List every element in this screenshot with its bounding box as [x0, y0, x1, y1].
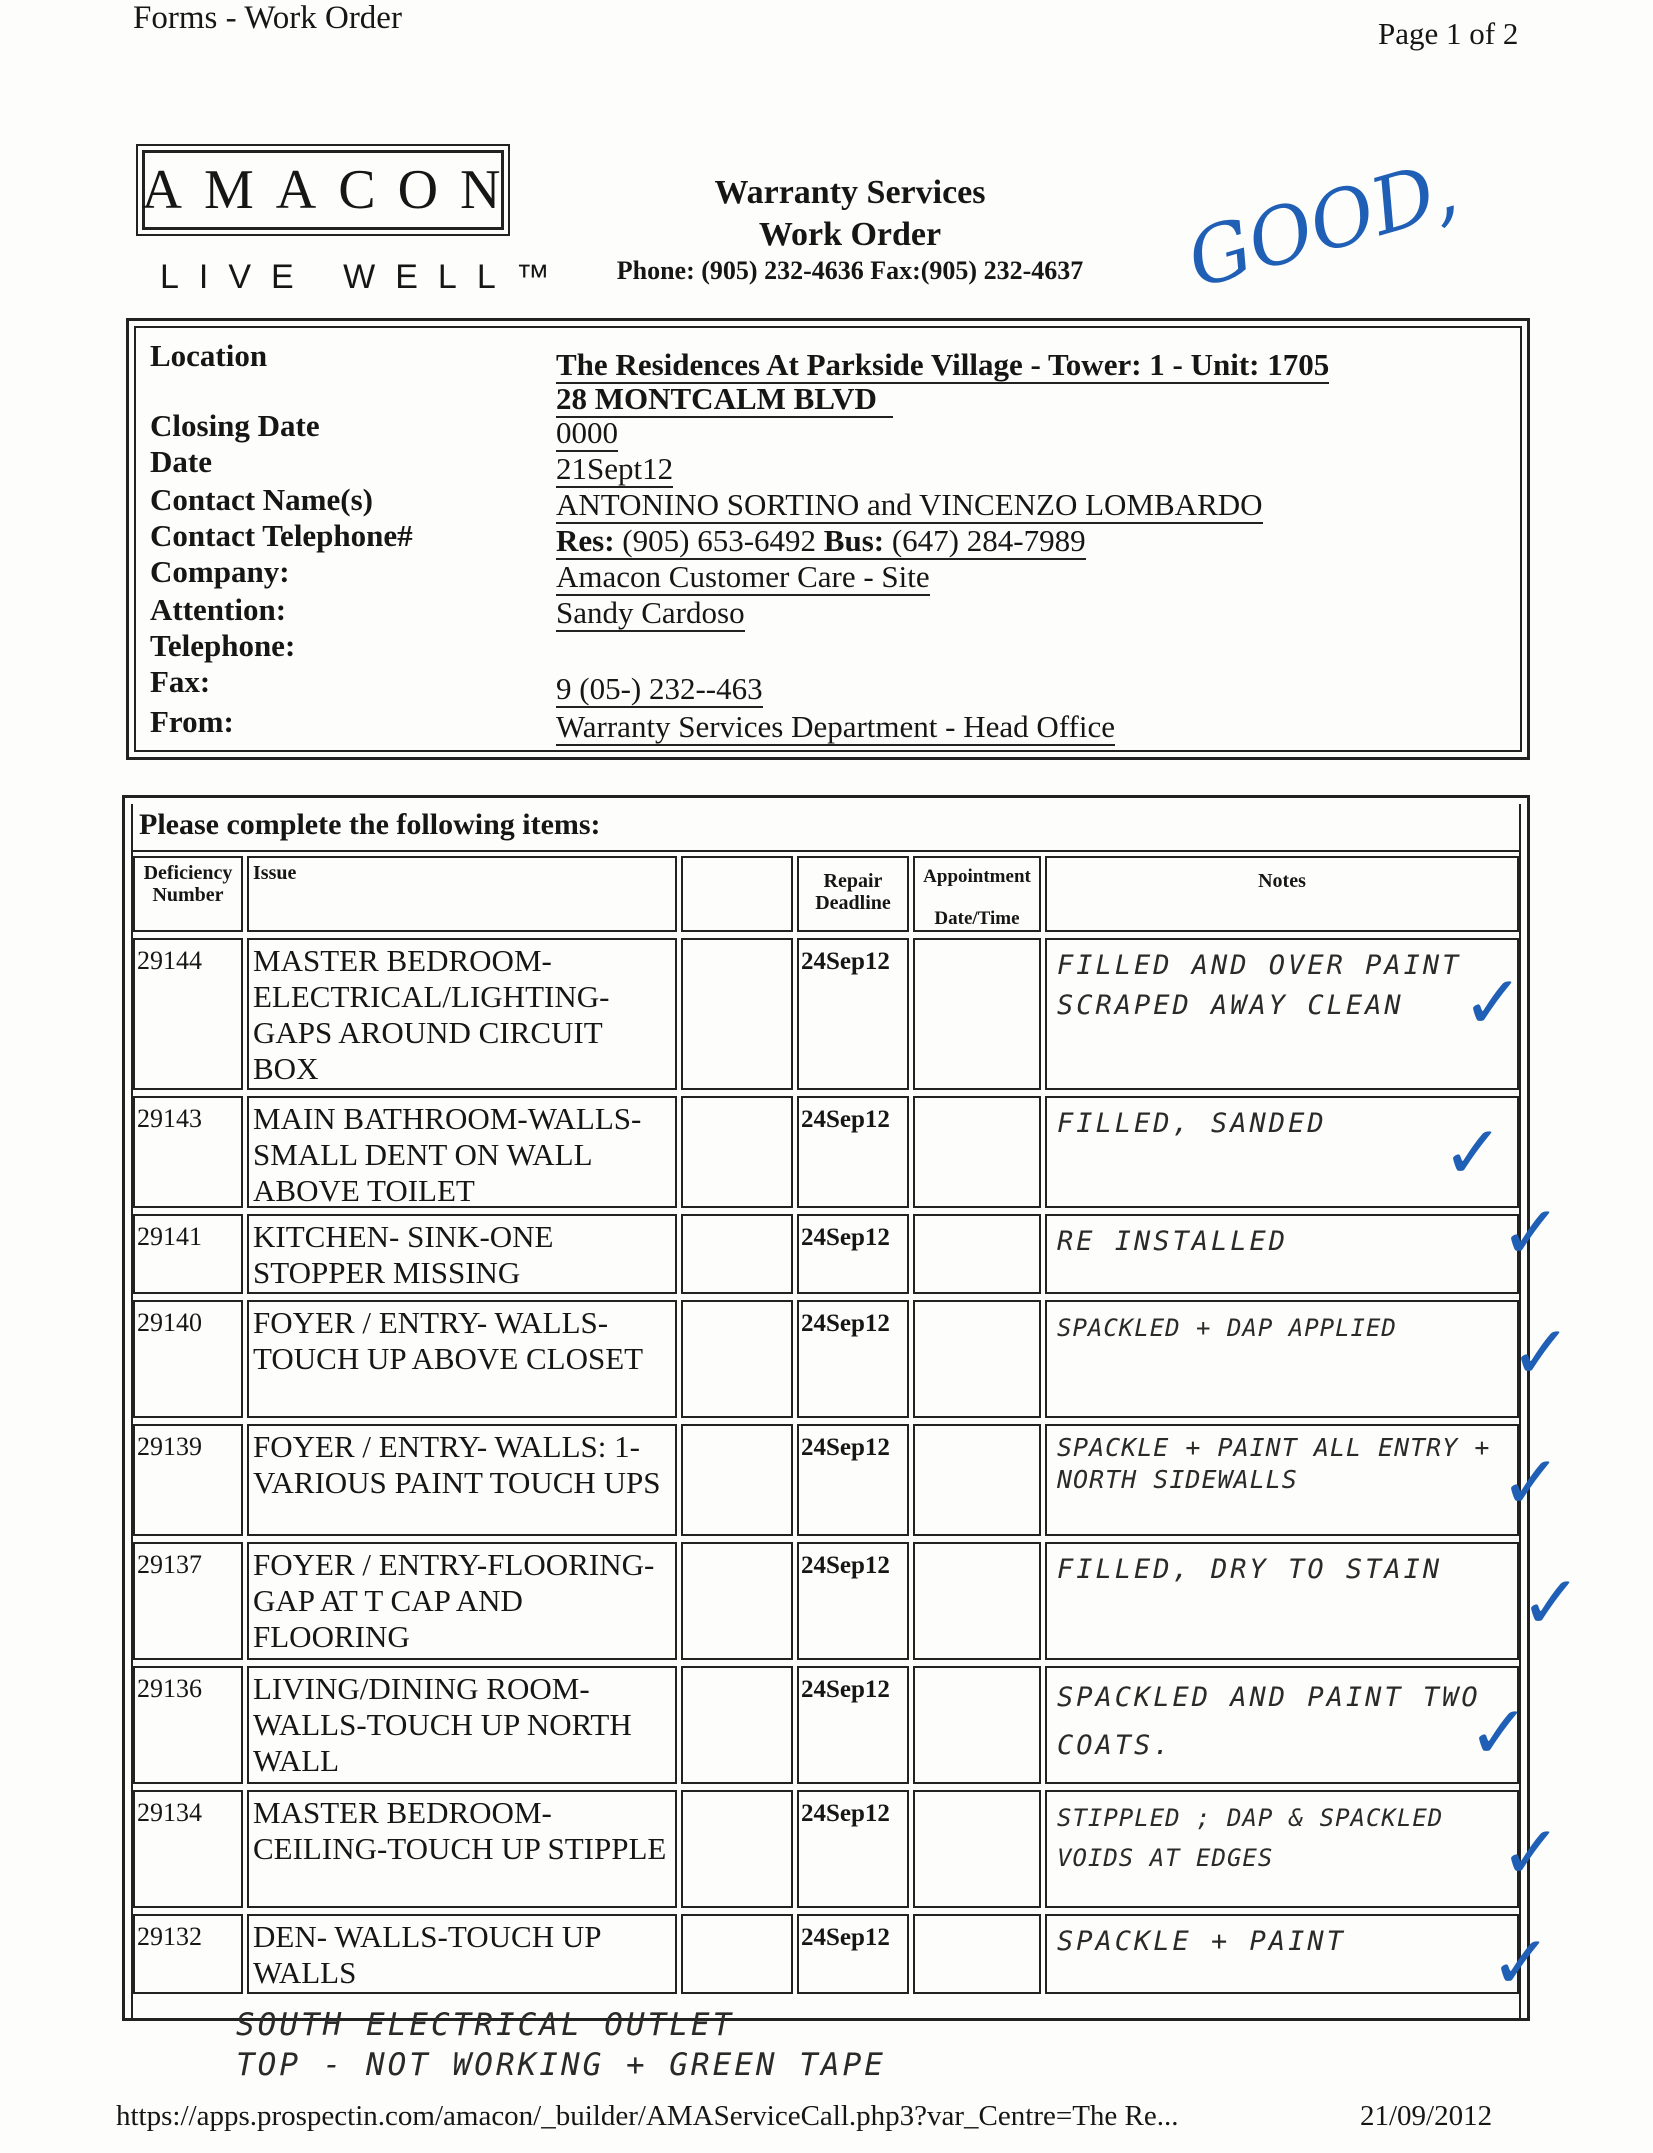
note-text: SPACKLE + PAINT [1045, 1914, 1519, 1994]
bottom-note-line2: TOP - NOT WORKING + GREEN TAPE [236, 2047, 886, 2083]
note-text: SPACKLED + DAP APPLIED [1045, 1300, 1519, 1418]
page-header-title: Forms - Work Order [133, 0, 402, 36]
from-label: From: [150, 704, 234, 739]
blank-cell [681, 1542, 793, 1660]
check-mark-icon: ✓ [1500, 1810, 1563, 1896]
page-number: Page 1 of 2 [1378, 16, 1519, 51]
issue-text: MAIN BATHROOM-WALLS-SMALL DENT ON WALL ABOVE TOILET [247, 1096, 677, 1208]
footer-url: https://apps.prospectin.com/amacon/_builder/AMAServiceCall.php3?var_Centre=The Re... [116, 2100, 1179, 2132]
header-appointment-label: Appointment [923, 866, 1031, 887]
repair-deadline: 24Sep12 [797, 1790, 909, 1908]
closing-date-value: 0000 [556, 415, 618, 450]
form-title-line1: Warranty Services [714, 174, 986, 211]
deficiency-number: 29144 [133, 938, 243, 1090]
header-notes: Notes [1045, 856, 1519, 932]
note-text: STIPPLED ; DAP & SPACKLED VOIDS AT EDGES [1045, 1790, 1519, 1908]
appointment-cell [913, 1300, 1041, 1418]
issue-text: FOYER / ENTRY- WALLS: 1-VARIOUS PAINT TOUCH UPS [247, 1424, 677, 1536]
header-deficiency-number: Deficiency Number [133, 856, 243, 932]
blank-cell [681, 1790, 793, 1908]
issue-text: DEN- WALLS-TOUCH UP WALLS [247, 1914, 677, 1994]
location-value: The Residences At Parkside Village - Tower: 1 - Unit: 1705 [556, 347, 1330, 382]
repair-deadline: 24Sep12 [797, 1300, 909, 1418]
appointment-cell [913, 1096, 1041, 1208]
check-mark-icon: ✓ [1462, 960, 1525, 1046]
appointment-cell [913, 938, 1041, 1090]
check-mark-icon: ✓ [1468, 1690, 1531, 1776]
deficiency-number: 29140 [133, 1300, 243, 1418]
form-phone: Phone: (905) 232-4636 Fax:(905) 232-4637 [616, 256, 1084, 285]
repair-deadline: 24Sep12 [797, 1214, 909, 1294]
header-appointment-sub: Date/Time [934, 908, 1020, 929]
bus-phone: (647) 284-7989 [891, 523, 1086, 558]
check-mark-icon: ✓ [1500, 1440, 1563, 1526]
telephone-label: Telephone: [150, 628, 296, 663]
note-text: FILLED, SANDED [1045, 1096, 1519, 1208]
res-phone: (905) 653-6492 [622, 523, 817, 558]
repair-deadline: 24Sep12 [797, 1666, 909, 1784]
bottom-note-line1: SOUTH ELECTRICAL OUTLET [236, 2007, 735, 2043]
handwritten-bottom-note [236, 2005, 886, 2085]
blank-cell [681, 1666, 793, 1784]
handwritten-approval: GOOD, [1177, 143, 1467, 307]
appointment-cell [913, 1790, 1041, 1908]
note-text: SPACKLE + PAINT ALL ENTRY + NORTH SIDEWALLS [1045, 1424, 1519, 1536]
check-mark-icon: ✓ [1500, 1190, 1563, 1276]
repair-deadline: 24Sep12 [797, 1914, 909, 1994]
bus-label: Bus: [823, 523, 885, 558]
appointment-cell [913, 1542, 1041, 1660]
issue-text: KITCHEN- SINK-ONE STOPPER MISSING [247, 1214, 677, 1294]
appointment-cell [913, 1914, 1041, 1994]
repair-deadline: 24Sep12 [797, 1424, 909, 1536]
repair-deadline: 24Sep12 [797, 938, 909, 1090]
address-value: 28 MONTCALM BLVD [556, 382, 893, 418]
issue-text: FOYER / ENTRY-FLOORING-GAP AT T CAP AND FLOORING [247, 1542, 677, 1660]
repair-deadline: 24Sep12 [797, 1096, 909, 1208]
check-mark-icon: ✓ [1490, 1920, 1553, 2006]
company-logo: AMACON [142, 150, 504, 230]
deficiency-number: 29137 [133, 1542, 243, 1660]
company-value: Amacon Customer Care - Site [556, 559, 930, 594]
deficiency-number: 29143 [133, 1096, 243, 1208]
issue-text: MASTER BEDROOM-CEILING-TOUCH UP STIPPLE [247, 1790, 677, 1908]
check-mark-icon: ✓ [1520, 1560, 1583, 1646]
date-value: 21Sept12 [556, 451, 674, 486]
deficiency-number: 29141 [133, 1214, 243, 1294]
note-text: FILLED, DRY TO STAIN [1045, 1542, 1519, 1660]
header-blank [681, 856, 793, 932]
contact-label: Contact Name(s) [150, 482, 373, 517]
note-text: FILLED AND OVER PAINT SCRAPED AWAY CLEAN [1045, 938, 1519, 1090]
deficiency-number: 29134 [133, 1790, 243, 1908]
location-label: Location [150, 338, 268, 373]
contact-telephone-value [556, 524, 1086, 560]
blank-cell [681, 1424, 793, 1536]
from-value: Warranty Services Department - Head Office [556, 709, 1115, 744]
issue-text: LIVING/DINING ROOM-WALLS-TOUCH UP NORTH WALL [247, 1666, 677, 1784]
note-text: SPACKLED AND PAINT TWO COATS. [1045, 1666, 1519, 1784]
items-title: Please complete the following items: [139, 808, 601, 841]
blank-cell [681, 1914, 793, 1994]
logo-tagline: LIVE WELL™ [160, 258, 570, 296]
fax-label: Fax: [150, 664, 211, 699]
contact-telephone-label: Contact Telephone# [150, 518, 413, 553]
appointment-cell [913, 1424, 1041, 1536]
blank-cell [681, 938, 793, 1090]
deficiency-number: 29132 [133, 1914, 243, 1994]
date-label: Date [150, 444, 212, 479]
fax-value: 9 (05-) 232--463 [556, 671, 763, 706]
items-table [122, 795, 1530, 2021]
info-box [126, 318, 1530, 760]
form-title [600, 172, 1100, 256]
appointment-cell [913, 1214, 1041, 1294]
appointment-cell [913, 1666, 1041, 1784]
repair-deadline: 24Sep12 [797, 1542, 909, 1660]
attention-value: Sandy Cardoso [556, 595, 745, 630]
attention-label: Attention: [150, 592, 287, 627]
note-text: RE INSTALLED [1045, 1214, 1519, 1294]
header-appointment [913, 856, 1041, 932]
issue-text: MASTER BEDROOM-ELECTRICAL/LIGHTING-GAPS AROUND CIRCUIT BOX [247, 938, 677, 1090]
contact-value: ANTONINO SORTINO and VINCENZO LOMBARDO [556, 487, 1263, 522]
form-title-line2: Work Order [758, 216, 942, 253]
blank-cell [681, 1214, 793, 1294]
deficiency-number: 29139 [133, 1424, 243, 1536]
blank-cell [681, 1096, 793, 1208]
closing-date-label: Closing Date [150, 408, 320, 443]
company-label: Company: [150, 554, 290, 589]
header-issue: Issue [247, 856, 677, 932]
issue-text: FOYER / ENTRY- WALLS-TOUCH UP ABOVE CLOSET [247, 1300, 677, 1418]
blank-cell [681, 1300, 793, 1418]
check-mark-icon: ✓ [1442, 1110, 1505, 1196]
header-repair-deadline: Repair Deadline [797, 856, 909, 932]
check-mark-icon: ✓ [1510, 1310, 1573, 1396]
deficiency-number: 29136 [133, 1666, 243, 1784]
res-label: Res: [556, 523, 615, 558]
footer-date: 21/09/2012 [1360, 2100, 1493, 2132]
